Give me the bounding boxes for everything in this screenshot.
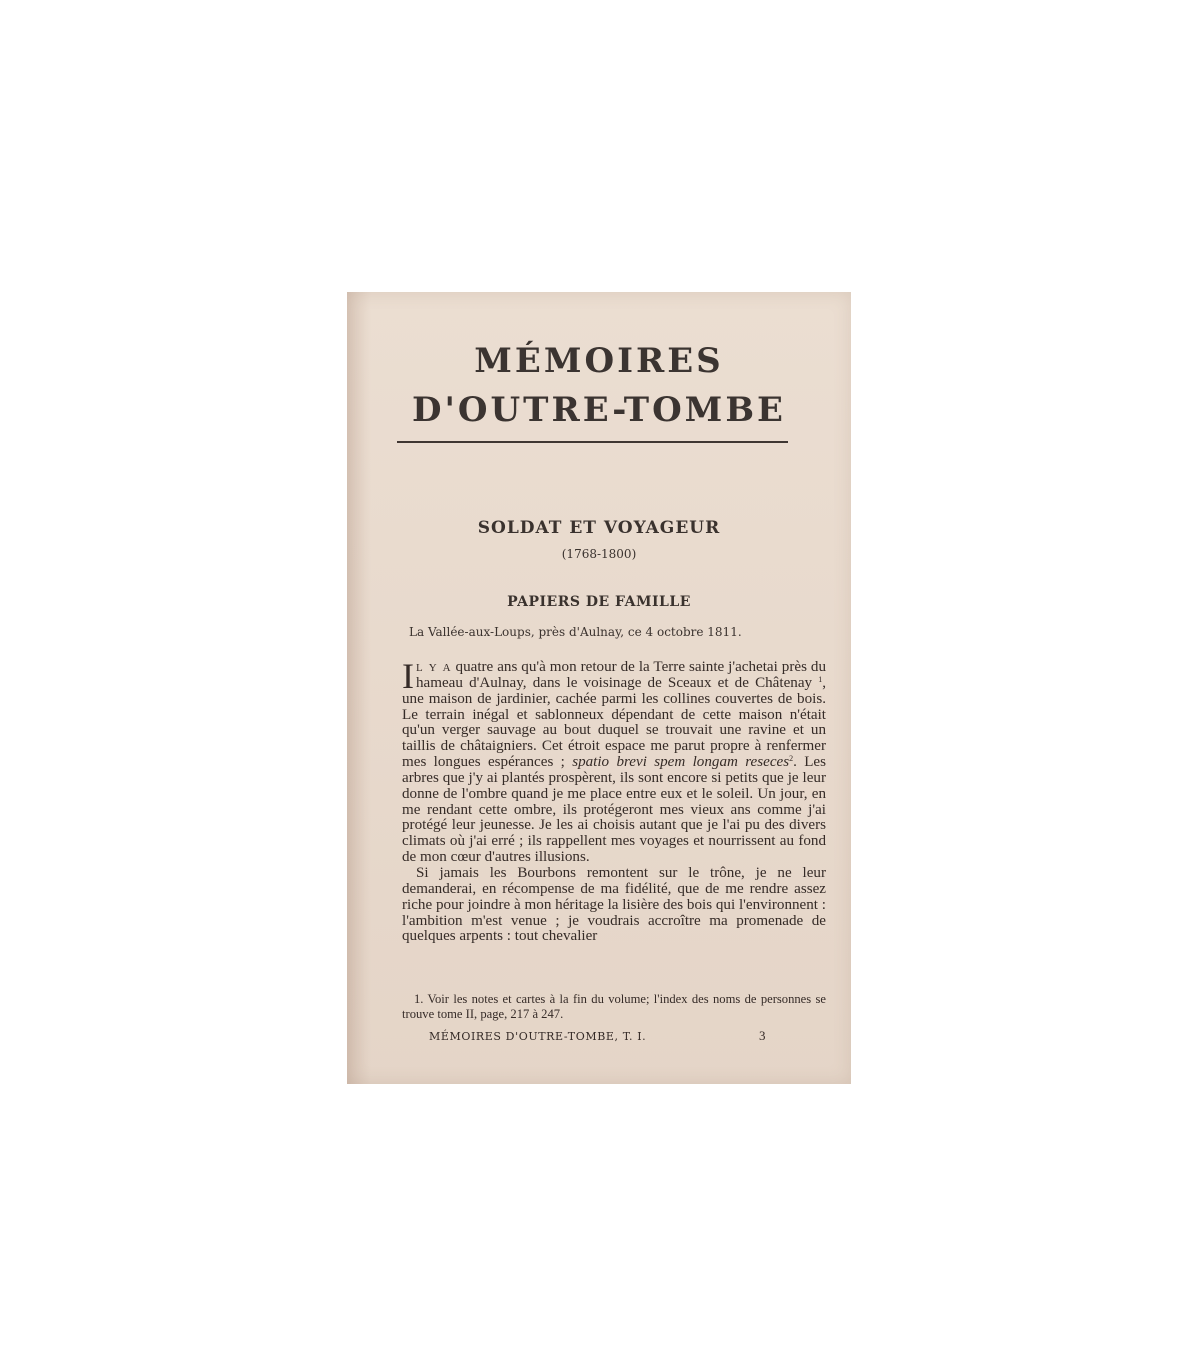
part-dates: (1768-1800) <box>561 547 637 561</box>
section-dateline: La Vallée-aux-Loups, près d'Aulnay, ce 4 octobre 1811. <box>409 625 742 639</box>
book-title-line1: MÉMOIRES <box>474 341 724 381</box>
footnote-ref-1: 1 <box>818 674 823 684</box>
book-page <box>347 292 851 1084</box>
drop-cap: I <box>402 656 414 696</box>
paragraph-1-text-c: . Les arbres que j'y ai plantés prospèrent, ils sont encore si petits que je leur donne de l'ombre quand je me place entre eux et le soleil. Un jour, en me rendant cette ombre, ils protégeront mes vieux ans comme j'ai protégé leur jeunesse. Je les ai choisis autant que je l'ai pu des divers climats où j'ai erré ; ils rappellent mes voyages et nourrissent au fond de mon cœur d'autres illusions. <box>402 754 827 866</box>
paragraph-2: Si jamais les Bourbons remontent sur le trône, je ne leur demanderai, en récompense de ma fidélité, que de me rendre assez riche pour joindre à mon héritage la lisière des bois qui l'environnent : l'ambition m'est venue ; je voudrais accroître ma promenade de quelques arpents : tout chevalier <box>402 864 826 945</box>
footnote-ref-2: 2 <box>789 754 794 764</box>
body-text <box>402 656 827 945</box>
paragraph-1 <box>402 656 827 866</box>
section-title: PAPIERS DE FAMILLE <box>507 594 691 610</box>
paragraph-1-text-a: quatre ans qu'à mon retour de la Terre sainte j'achetai près du hameau d'Aulnay, dans le voisinage de Sceaux et de Châtenay <box>416 659 827 691</box>
running-footer: MÉMOIRES D'OUTRE-TOMBE, T. I. <box>429 1030 647 1043</box>
opening-small-caps: l y a <box>416 659 452 675</box>
paragraph-1-text-b: , une maison de jardinier, cachée parmi les collines couvertes de bois. Le terrain inégal et sablonneux dépendant de cette maison n'était qu'un verger sauvage au bout duquel se trouvait une ravine et un taillis de châtaigniers. Cet étroit espace me parut propre à renfermer mes longues espérances ; <box>402 674 826 771</box>
footnote: 1. Voir les notes et cartes à la fin du volume; l'index des noms de personnes se trouve tome II, page, 217 à 247. <box>402 992 826 1021</box>
page-number: 3 <box>759 1028 766 1043</box>
latin-quote: spatio brevi spem longam reseces <box>572 754 790 771</box>
part-title: SOLDAT ET VOYAGEUR <box>477 518 721 538</box>
book-title-line2: D'OUTRE-TOMBE <box>412 390 786 430</box>
title-rule <box>397 441 788 443</box>
